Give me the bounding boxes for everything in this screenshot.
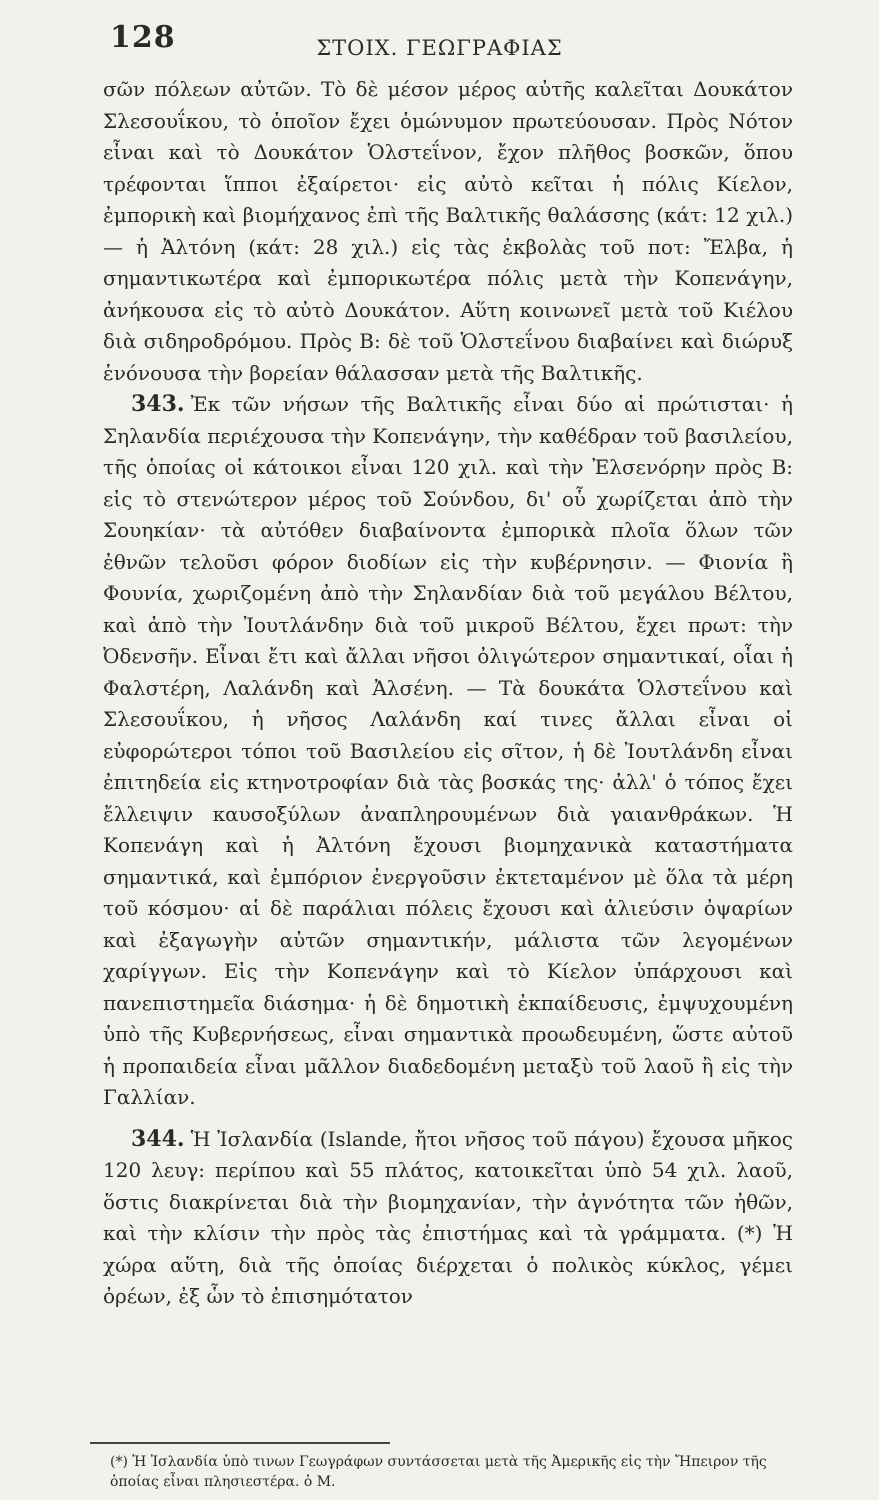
main-text [103,74,793,1313]
paragraph-continuation: σῶν πόλεων αὐτῶν. Τὸ δὲ μέσον μέρος αὐτῆς καλεῖται Δουκάτον Σλεσουΐκου, τὸ ὁποῖον ἔχει ὁμώνυμον πρωτεύουσαν. Πρὸς Νότον εἶναι καὶ τὸ Δουκάτον Ὁλστεΐνον, ἔχον πλῆθος βοσκῶν, ὅπου τρέφονται ἵπποι ἐξαίρετοι· εἰς αὐτὸ κεῖται ἡ πόλις Κίελον, ἐμπορικὴ καὶ βιομήχανος ἐπὶ τῆς Βαλτικῆς θαλάσσης (κάτ: 12 χιλ.) — ἡ Ἀλτόνη (κάτ: 28 χιλ.) εἰς τὰς ἐκβολὰς τοῦ ποτ: Ἔλβα, ἡ σημαντικωτέρα καὶ ἐμπορικωτέρα πόλις μετὰ τὴν Κοπενάγην, ἀνήκουσα εἰς τὸ αὐτὸ Δουκάτον. Αὕτη κοινωνεῖ μετὰ τοῦ Κιέλου διὰ σιδηροδρόμου. Πρὸς Β: δὲ τοῦ Ὁλστεΐνου διαβαίνει καὶ διώρυξ ἑνόνουσα τὴν βορείαν θάλασσαν μετὰ τῆς Βαλτικῆς. [103,77,793,385]
running-title: ΣΤΟΙΧ. ΓΕΩΓΡΑΦΙΑΣ [316,36,563,60]
paragraph-343 [103,389,793,1114]
paragraph-344 [103,1124,793,1313]
footnote: (*) Ἡ Ἰσλανδία ὑπὸ τινων Γεωγράφων συντάσσεται μετὰ τῆς Ἀμερικῆς εἰς τὴν Ἤπειρον τῆς ὁποίας εἶναι πλησιεστέρα. ὁ Μ. [110,1454,767,1490]
page-number: 128 [110,20,176,55]
footnote-rule [90,1442,390,1444]
paragraph-text: Ἡ Ἰσλανδία (Islande, ἤτοι νῆσος τοῦ πάγου) ἔχουσα μῆκος 120 λευγ: περίπου καὶ 55 πλάτος, κατοικεῖται ὑπὸ 54 χιλ. λαοῦ, ὅστις διακρίνεται διὰ τὴν βιομηχανίαν, τὴν ἀγνότητα τῶν ἠθῶν, καὶ τὴν κλίσιν τὴν πρὸς τὰς ἐπιστήμας καὶ τὰ γράμματα. (*) Ἡ χώρα αὕτη, διὰ τῆς ὁποίας διέρχεται ὁ πολικὸς κύκλος, γέμει ὀρέων, ἐξ ὧν τὸ ἐπισημότατον [103,1126,793,1308]
paragraph-number: 343. [131,391,185,417]
paragraph-number: 344. [131,1125,185,1152]
paragraph-text: Ἐκ τῶν νήσων τῆς Βαλτικῆς εἶναι δύο αἱ πρώτισται· ἡ Σηλανδία περιέχουσα τὴν Κοπενάγην, τὴν καθέδραν τοῦ βασιλείου, τῆς ὁποίας οἱ κάτοικοι εἶναι 120 χιλ. καὶ τὴν Ἐλσενόρην πρὸς Β: εἰς τὸ στενώτερον μέρος τοῦ Σούνδου, δι' οὗ χωρίζεται ἀπὸ τὴν Σουηκίαν· τὰ αὐτόθεν διαβαίνοντα ἐμπορικὰ πλοῖα ὅλων τῶν ἐθνῶν τελοῦσι φόρον διοδίων εἰς τὴν κυβέρνησιν. — Φιονία ἢ Φουνία, χωριζομένη ἀπὸ τὴν Σηλανδίαν διὰ τοῦ μεγάλου Βέλτου, καὶ ἀπὸ τὴν Ἰουτλάνδην διὰ τοῦ μικροῦ Βέλτου, ἔχει πρωτ: τὴν Ὀδενσῆν. Εἶναι ἔτι καὶ ἄλλαι νῆσοι ὀλιγώτερον σημαντικαί, οἷαι ἡ Φαλστέρη, Λαλάνδη καὶ Ἀλσένη. — Τὰ δουκάτα Ὁλστεΐνου καὶ Σλεσουΐκου, ἡ νῆσος Λαλάνδη καί τινες ἄλλαι εἶναι οἱ εὐφορώτεροι τόποι τοῦ Βασιλείου εἰς σῖτον, ἡ δὲ Ἰουτλάνδη εἶναι ἐπιτηδεία εἰς κτηνοτροφίαν διὰ τὰς βοσκάς της· ἀλλ' ὁ τόπος ἔχει ἔλλειψιν καυσοξύλων ἀναπληρουμένων διὰ γαιανθράκων. Ἡ Κοπενάγη καὶ ἡ Ἀλτόνη ἔχουσι βιομηχανικὰ καταστήματα σημαντικά, καὶ ἐμπόριον ἐνεργοῦσιν ἐκτεταμένον μὲ ὅλα τὰ μέρη τοῦ κόσμου· αἱ δὲ παράλιαι πόλεις ἔχουσι καὶ ἁλιεύσιν ὀψαρίων καὶ ἐξαγωγὴν αὐτῶν σημαντικήν, μάλιστα τῶν λεγομένων χαρίγγων. Εἰς τὴν Κοπενάγην καὶ τὸ Κίελον ὑπάρχουσι καὶ πανεπιστημεῖα διάσημα· ἡ δὲ δημοτικὴ ἐκπαίδευσις, ἐμψυχουμένη ὑπὸ τῆς Κυβερνήσεως, εἶναι σημαντικὰ προωδευμένη, ὥστε αὐτοῦ ἡ προπαιδεία εἶναι μᾶλλον διαδεδομένη μεταξὺ τοῦ λαοῦ ἢ εἰς τὴν Γαλλίαν. [103,392,793,1109]
